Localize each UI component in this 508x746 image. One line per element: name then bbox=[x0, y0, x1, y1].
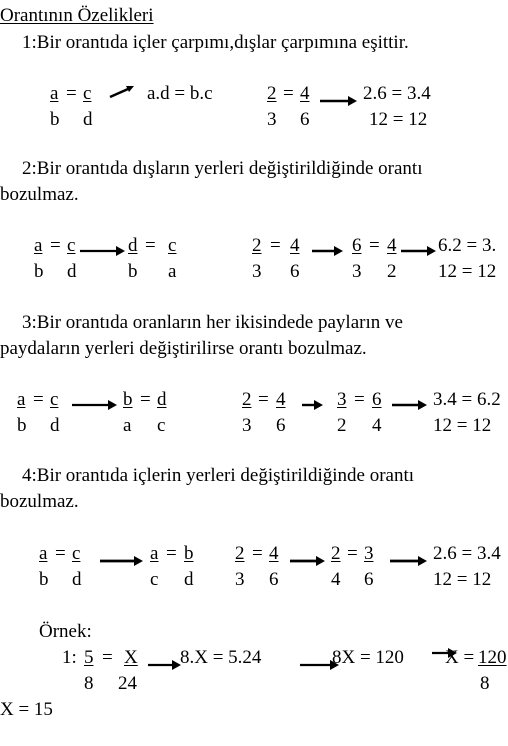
equals-sign: = bbox=[166, 543, 177, 564]
num-3: 3 bbox=[252, 261, 262, 282]
rule-3-text: 3:Bir orantıda oranların her ikisindede payların ve bbox=[22, 312, 403, 333]
example-number: 1: bbox=[62, 647, 77, 668]
num-24: 24 bbox=[118, 673, 137, 694]
arrow-icon bbox=[110, 86, 136, 100]
var-c: c bbox=[72, 543, 81, 564]
var-d: d bbox=[72, 569, 82, 590]
num-2: 2 bbox=[267, 83, 277, 104]
equals-sign: = bbox=[66, 83, 77, 104]
var-b: b bbox=[50, 109, 60, 130]
var-a: a bbox=[50, 83, 59, 104]
product-2-6-3-4: 2.6 = 3.4 bbox=[363, 83, 431, 104]
num-2: 2 bbox=[337, 415, 347, 436]
num-6: 6 bbox=[276, 415, 286, 436]
rule-1-text: 1:Bir orantıda içler çarpımı,dışlar çarpımına eşittir. bbox=[22, 32, 409, 53]
unknown-x: X bbox=[124, 647, 138, 668]
result-12-12: 12 = 12 bbox=[438, 261, 497, 282]
num-4: 4 bbox=[276, 389, 286, 410]
num-4: 4 bbox=[331, 569, 341, 590]
var-c: c bbox=[168, 235, 177, 256]
var-b: b bbox=[34, 261, 44, 282]
equals-sign: = bbox=[33, 389, 44, 410]
num-2: 2 bbox=[387, 261, 397, 282]
result-12-12: 12 = 12 bbox=[433, 415, 492, 436]
equals-sign: = bbox=[283, 83, 294, 104]
rule-4-text: 4:Bir orantıda içlerin yerleri değiştirildiğinde orantı bbox=[22, 465, 415, 486]
equation-8x-5-24: 8.X = 5.24 bbox=[180, 647, 262, 668]
var-c: c bbox=[83, 83, 92, 104]
num-120: 120 bbox=[478, 647, 507, 668]
var-c: c bbox=[67, 235, 76, 256]
equals-sign: = bbox=[102, 647, 113, 668]
var-d: d bbox=[157, 389, 167, 410]
product-6-2-3: 6.2 = 3. bbox=[438, 235, 497, 256]
num-6: 6 bbox=[352, 235, 362, 256]
product-2-6-3-4: 2.6 = 3.4 bbox=[433, 543, 501, 564]
arrow-icon bbox=[320, 96, 358, 106]
equals-sign: = bbox=[369, 235, 380, 256]
var-a: a bbox=[39, 543, 48, 564]
num-4: 4 bbox=[269, 543, 279, 564]
var-b: b bbox=[184, 543, 194, 564]
num-4: 4 bbox=[372, 415, 382, 436]
num-2: 2 bbox=[242, 389, 252, 410]
num-3: 3 bbox=[235, 569, 245, 590]
arrow-icon bbox=[312, 246, 344, 256]
equals-sign: = bbox=[258, 389, 269, 410]
var-b: b bbox=[39, 569, 49, 590]
result-12-12: 12 = 12 bbox=[433, 569, 492, 590]
var-a: a bbox=[123, 415, 132, 436]
equals-sign: = bbox=[50, 235, 61, 256]
num-8: 8 bbox=[84, 673, 94, 694]
rule-2-text-cont: bozulmaz. bbox=[0, 184, 79, 205]
num-4: 4 bbox=[387, 235, 397, 256]
equals-sign: = bbox=[140, 389, 151, 410]
rule-4-text-cont: bozulmaz. bbox=[0, 491, 79, 512]
equals-sign: = bbox=[252, 543, 263, 564]
num-6: 6 bbox=[300, 109, 310, 130]
var-a: a bbox=[168, 261, 177, 282]
arrow-icon bbox=[290, 556, 326, 566]
product-ad-bc: a.d = b.c bbox=[147, 83, 213, 104]
example-heading: Örnek: bbox=[39, 621, 92, 642]
var-c: c bbox=[150, 569, 159, 590]
var-c: c bbox=[50, 389, 59, 410]
var-d: d bbox=[184, 569, 194, 590]
num-3: 3 bbox=[364, 543, 374, 564]
var-a: a bbox=[17, 389, 26, 410]
num-3: 3 bbox=[267, 109, 277, 130]
product-3-4-6-2: 3.4 = 6.2 bbox=[433, 389, 501, 410]
num-5: 5 bbox=[84, 647, 94, 668]
var-d: d bbox=[128, 235, 138, 256]
page-title: Orantının Özelikleri bbox=[0, 5, 154, 26]
var-a: a bbox=[34, 235, 43, 256]
num-2: 2 bbox=[252, 235, 262, 256]
equals-sign: = bbox=[145, 235, 156, 256]
equals-sign: = bbox=[347, 543, 358, 564]
arrow-icon bbox=[80, 246, 126, 256]
var-b: b bbox=[128, 261, 138, 282]
result-12-12: 12 = 12 bbox=[369, 109, 428, 130]
var-a: a bbox=[150, 543, 159, 564]
equals-sign: = bbox=[55, 543, 66, 564]
var-b: b bbox=[123, 389, 133, 410]
num-2: 2 bbox=[235, 543, 245, 564]
num-3: 3 bbox=[352, 261, 362, 282]
var-c: c bbox=[157, 415, 166, 436]
num-6: 6 bbox=[372, 389, 382, 410]
num-6: 6 bbox=[290, 261, 300, 282]
rule-2-text: 2:Bir orantıda dışların yerleri değiştirildiğinde orantı bbox=[22, 158, 423, 179]
num-4: 4 bbox=[290, 235, 300, 256]
var-d: d bbox=[83, 109, 93, 130]
arrow-icon bbox=[392, 400, 428, 410]
var-d: d bbox=[50, 415, 60, 436]
num-3: 3 bbox=[337, 389, 347, 410]
var-d: d bbox=[67, 261, 77, 282]
num-6: 6 bbox=[364, 569, 374, 590]
arrow-icon bbox=[100, 556, 144, 566]
equation-8x-120: 8X = 120 bbox=[332, 647, 404, 668]
num-6: 6 bbox=[269, 569, 279, 590]
arrow-icon bbox=[72, 400, 118, 410]
arrow-icon bbox=[302, 400, 324, 410]
solve-x-equals: X = bbox=[445, 647, 475, 668]
num-2: 2 bbox=[331, 543, 341, 564]
final-answer: X = 15 bbox=[0, 699, 53, 720]
equals-sign: = bbox=[270, 235, 281, 256]
num-4: 4 bbox=[300, 83, 310, 104]
num-3: 3 bbox=[242, 415, 252, 436]
arrow-icon bbox=[148, 660, 182, 670]
arrow-icon bbox=[390, 556, 428, 566]
rule-3-text-cont: paydaların yerleri değiştirilirse orantı bozulmaz. bbox=[0, 338, 367, 359]
num-8: 8 bbox=[480, 673, 490, 694]
var-b: b bbox=[17, 415, 27, 436]
equals-sign: = bbox=[354, 389, 365, 410]
arrow-icon bbox=[401, 246, 437, 256]
